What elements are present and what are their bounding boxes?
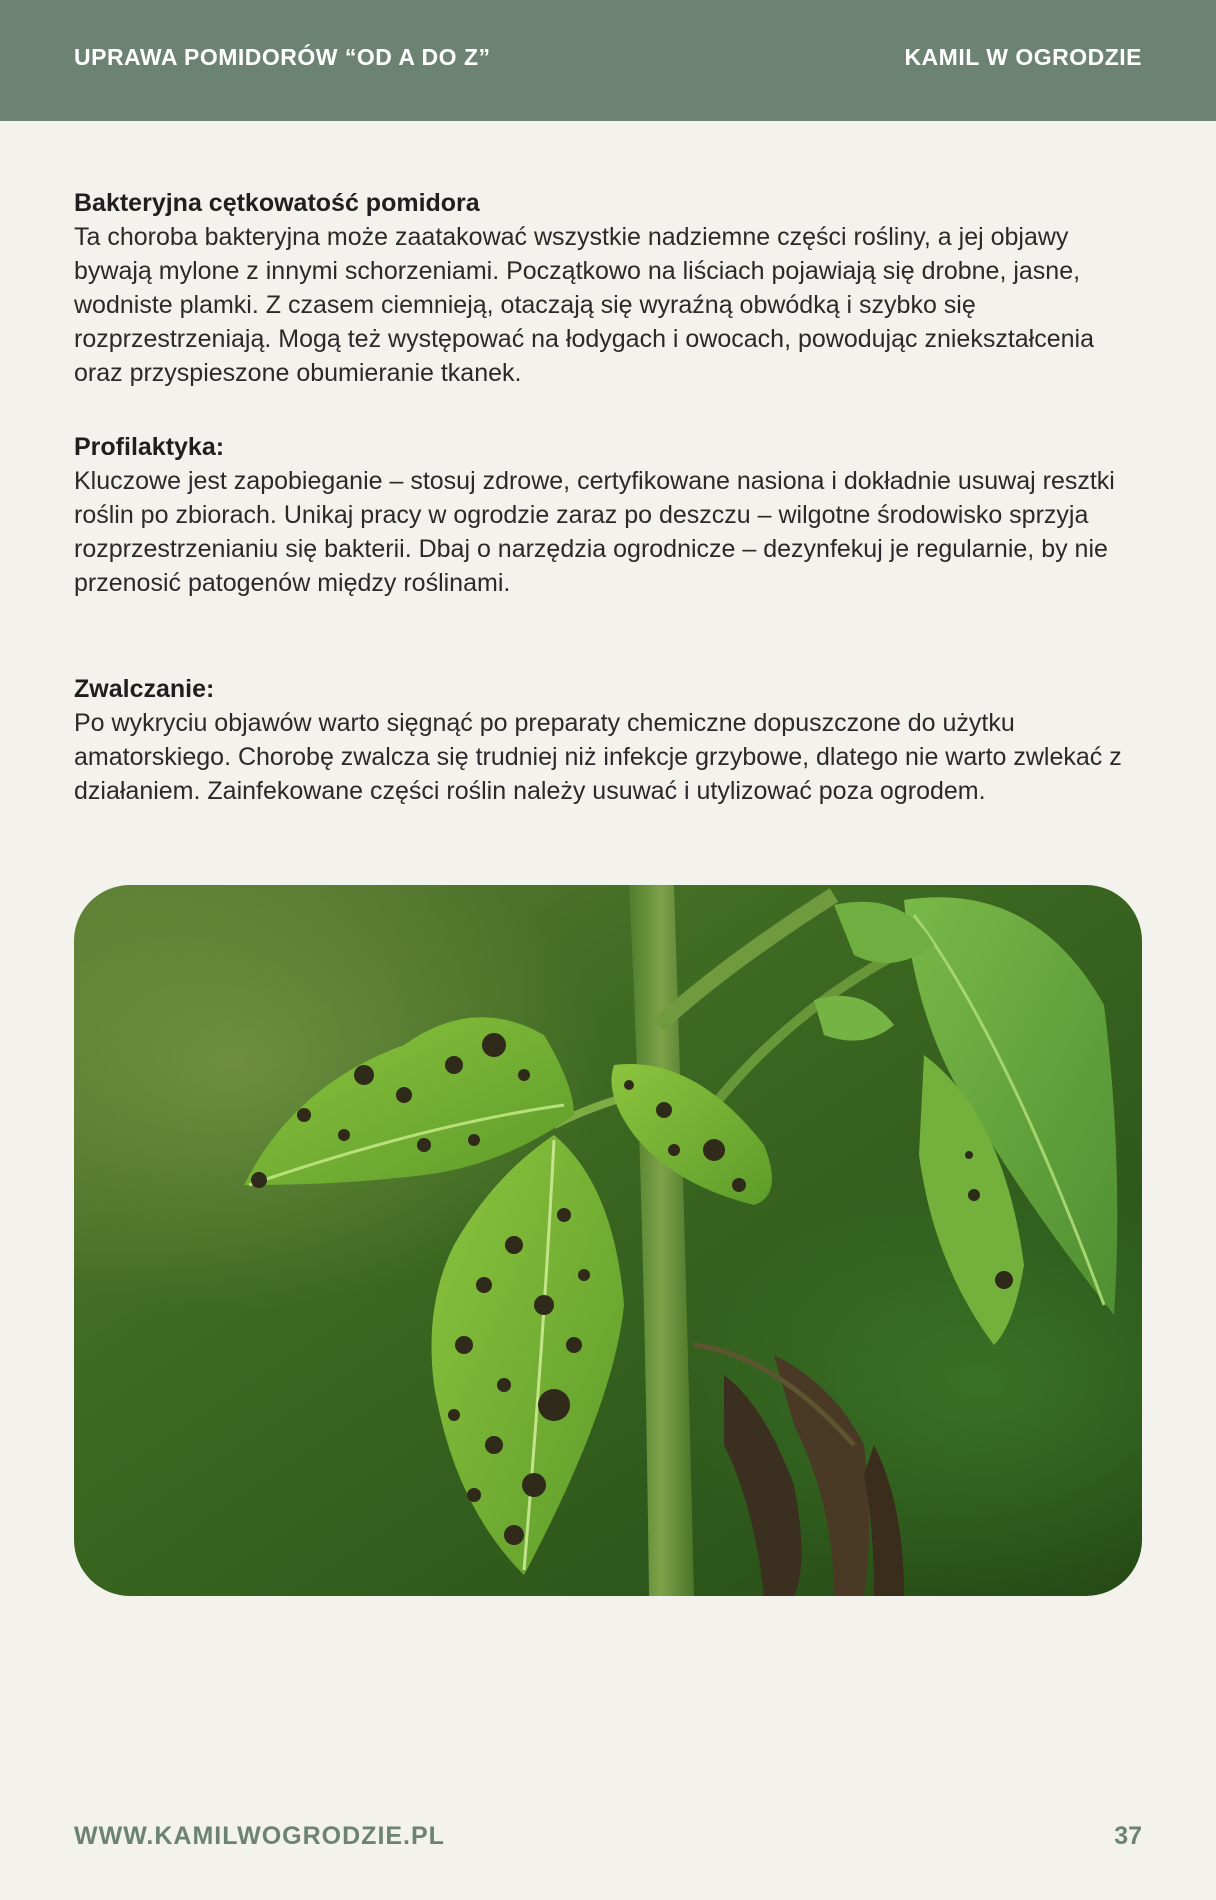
- page-header: [0, 0, 1216, 121]
- section-body: Po wykryciu objawów warto sięgnąć po preparaty chemiczne dopuszczone do użytku amatorskiego. Chorobę zwalcza się trudniej niż infekcje grzybowe, dlatego nie warto zwlekać z działaniem. Zainfekowane części roślin należy usuwać i utylizować poza ogrodem.: [74, 709, 1122, 805]
- section-disease: [74, 186, 1144, 390]
- section-treatment: [74, 672, 1144, 808]
- section-title: Profilaktyka:: [74, 433, 225, 461]
- page-number: 37: [1114, 1822, 1142, 1850]
- section-title: Zwalczanie:: [74, 675, 215, 703]
- main-content: [74, 186, 1144, 808]
- section-body: Ta choroba bakteryjna może zaatakować wszystkie nadziemne części rośliny, a jej objawy bywają mylone z innymi schorzeniami. Początkowo na liściach pojawiają się drobne, jasne, wodniste plamki. Z czasem ciemnieją, otaczają się wyraźną obwódką i szybko się rozprzestrzeniają. Mogą też występować na łodygach i owocach, powodując zniekształcenia oraz przyspieszone obumieranie tkanek.: [74, 223, 1094, 387]
- section-title: Bakteryjna cętkowatość pomidora: [74, 189, 480, 217]
- diseased-tomato-leaf-photo: [74, 885, 1142, 1596]
- footer-website: WWW.KAMILWOGRODZIE.PL: [74, 1822, 445, 1850]
- header-author: KAMIL W OGRODZIE: [904, 44, 1142, 70]
- section-body: Kluczowe jest zapobieganie – stosuj zdrowe, certyfikowane nasiona i dokładnie usuwaj resztki roślin po zbiorach. Unikaj pracy w ogrodzie zaraz po deszczu – wilgotne środowisko sprzyja rozprzestrzenianiu się bakterii. Dbaj o narzędzia ogrodnicze – dezynfekuj je regularnie, by nie przenosić patogenów między roślinami.: [74, 467, 1115, 597]
- header-book-title: UPRAWA POMIDORÓW “OD A DO Z”: [74, 44, 491, 70]
- section-prevention: [74, 430, 1144, 600]
